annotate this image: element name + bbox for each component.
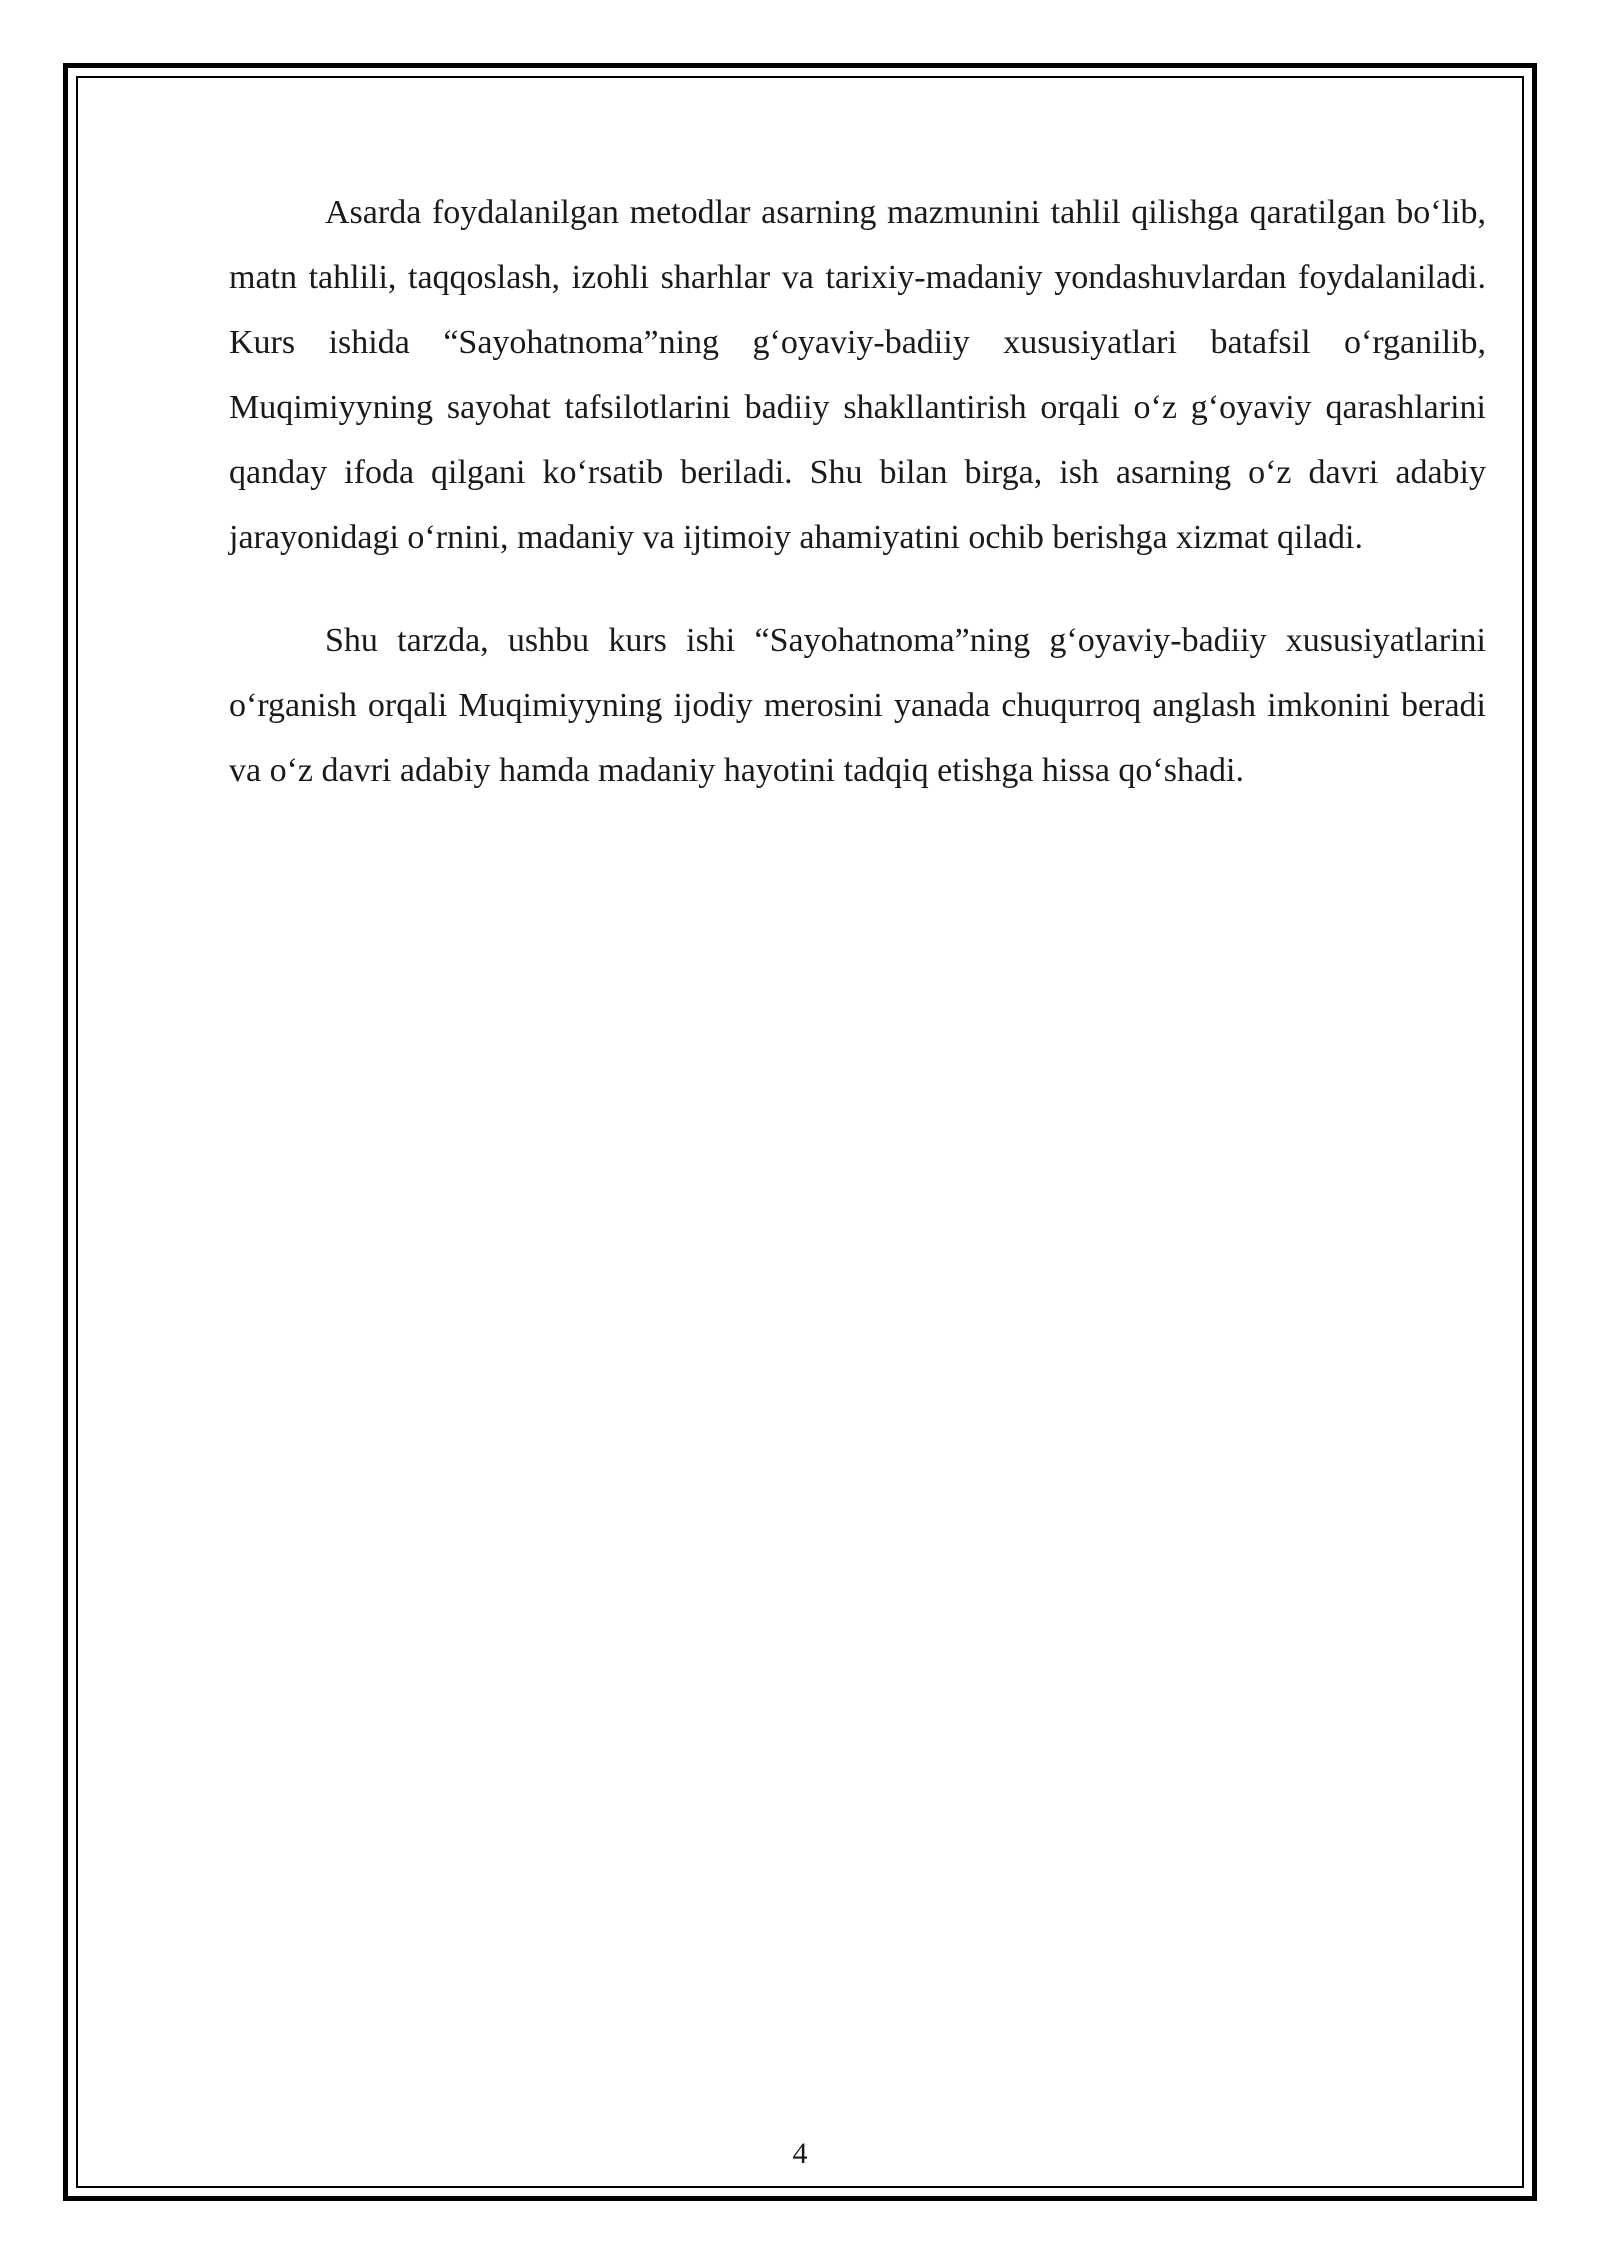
paragraph-methods: Asarda foydalanilgan metodlar asarning mazmunini tahlil qilishga qaratilgan bo‘lib, matn tahlili, taqqoslash, izohli sharhlar va tarixiy-madaniy yondashuvlardan foydalaniladi. Kurs ishida “Sayohatnoma”ning g‘oyaviy-badiiy xususiyatlari batafsil o‘rganilib, Muqimiyyning sayohat tafsilotlarini badiiy shakllantirish orqali o‘z g‘oyaviy qarashlarini qanday ifoda qilgani ko‘rsatib beriladi. Shu bilan birga, ish asarning o‘z davri adabiy jarayonidagi o‘rnini, madaniy va ijtimoiy ahamiyatini ochib berishga xizmat qiladi.: [229, 194, 1486, 556]
paragraph-conclusion: Shu tarzda, ushbu kurs ishi “Sayohatnoma”ning g‘oyaviy-badiiy xususiyatlarini o‘rganish orqali Muqimiyyning ijodiy merosini yanada chuqurroq anglash imkonini beradi va o‘z davri adabiy hamda madaniy hayotini tadqiq etishga hissa qo‘shadi.: [229, 622, 1486, 789]
page-number: 4: [792, 2137, 808, 2170]
document-body: [229, 180, 1486, 803]
